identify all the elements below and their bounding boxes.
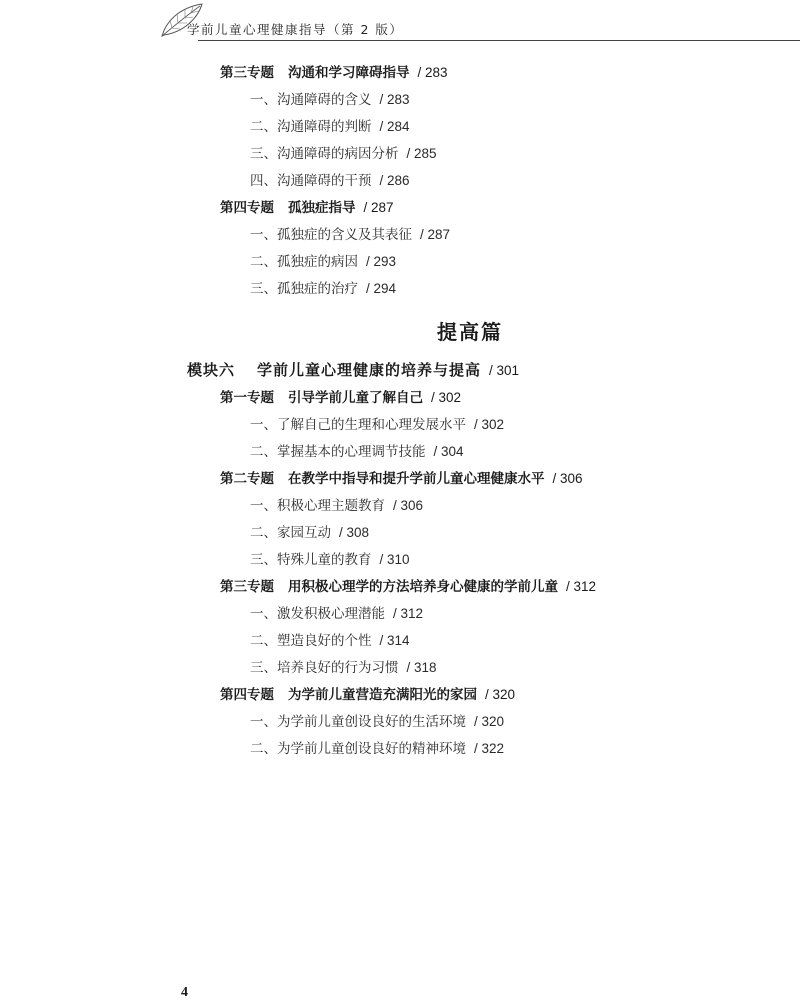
- section-title: 三、孤独症的治疗: [250, 281, 358, 297]
- page-ref: / 322: [474, 741, 505, 756]
- topic-label: 第一专题: [220, 390, 274, 406]
- toc-section-entry[interactable]: [250, 551, 410, 569]
- page-ref: / 283: [417, 65, 448, 80]
- topic-label: 第二专题: [220, 471, 274, 487]
- toc-topic-entry[interactable]: [220, 470, 583, 488]
- toc-section-entry[interactable]: [250, 416, 504, 434]
- toc-section-entry[interactable]: [250, 497, 423, 515]
- section-title: 二、沟通障碍的判断: [250, 119, 372, 135]
- section-title: 二、塑造良好的个性: [250, 633, 372, 649]
- topic-title: 引导学前儿童了解自己: [288, 390, 423, 406]
- page-ref: / 312: [393, 606, 424, 621]
- page-ref: / 293: [366, 254, 397, 269]
- topic-title: 在教学中指导和提升学前儿童心理健康水平: [288, 471, 545, 487]
- topic-title: 沟通和学习障碍指导: [288, 65, 410, 81]
- page-ref: / 285: [406, 146, 437, 161]
- toc-section-entry[interactable]: [250, 659, 437, 677]
- running-header: [0, 0, 800, 42]
- page-ref: / 318: [406, 660, 437, 675]
- section-title: 一、了解自己的生理和心理发展水平: [250, 417, 466, 433]
- page-ref: / 284: [379, 119, 410, 134]
- header-rule: [198, 40, 800, 41]
- page-ref: / 314: [379, 633, 410, 648]
- topic-title: 为学前儿童营造充满阳光的家园: [288, 687, 477, 703]
- toc-section-entry[interactable]: [250, 280, 396, 298]
- toc-topic-entry[interactable]: [220, 686, 515, 704]
- page-ref: / 310: [379, 552, 410, 567]
- toc-topic-entry[interactable]: [220, 199, 394, 217]
- page-ref: / 306: [393, 498, 424, 513]
- section-title: 三、特殊儿童的教育: [250, 552, 372, 568]
- toc-section-entry[interactable]: [250, 145, 437, 163]
- toc-section-entry[interactable]: [250, 740, 504, 758]
- toc-topic-entry[interactable]: [220, 389, 461, 407]
- toc-topic-entry[interactable]: [220, 578, 596, 596]
- page-ref: / 320: [474, 714, 505, 729]
- toc-section-entry[interactable]: [250, 605, 423, 623]
- section-title: 一、激发积极心理潜能: [250, 606, 385, 622]
- page-ref: / 283: [379, 92, 410, 107]
- toc-section-entry[interactable]: [250, 226, 450, 244]
- section-title: 二、孤独症的病因: [250, 254, 358, 270]
- toc-section-entry[interactable]: [250, 91, 410, 109]
- toc-section-entry[interactable]: [250, 524, 369, 542]
- page-ref: / 306: [552, 471, 583, 486]
- page-ref: / 304: [433, 444, 464, 459]
- section-title: 二、掌握基本的心理调节技能: [250, 444, 426, 460]
- toc-section-entry[interactable]: [250, 118, 410, 136]
- toc-module-entry[interactable]: [187, 361, 519, 380]
- section-title: 一、为学前儿童创设良好的生活环境: [250, 714, 466, 730]
- module-title: 学前儿童心理健康的培养与提高: [257, 361, 482, 379]
- topic-title: 用积极心理学的方法培养身心健康的学前儿童: [288, 579, 558, 595]
- section-title: 三、沟通障碍的病因分析: [250, 146, 399, 162]
- page-ref: / 287: [363, 200, 394, 215]
- topic-title: 孤独症指导: [288, 200, 356, 216]
- page-ref: / 286: [379, 173, 410, 188]
- page-ref: / 301: [489, 363, 520, 378]
- toc-topic-entry[interactable]: [220, 64, 448, 82]
- topic-label: 第四专题: [220, 687, 274, 703]
- toc-section-entry[interactable]: [250, 713, 504, 731]
- page-ref: / 294: [366, 281, 397, 296]
- book-title: 学前儿童心理健康指导（第 2 版）: [187, 22, 404, 37]
- toc-section-entry[interactable]: [250, 172, 410, 190]
- section-title: 一、孤独症的含义及其表征: [250, 227, 412, 243]
- toc-section-entry[interactable]: [250, 632, 410, 650]
- page-ref: / 287: [420, 227, 451, 242]
- page-ref: / 320: [485, 687, 516, 702]
- toc-section-entry[interactable]: [250, 443, 464, 461]
- topic-label: 第三专题: [220, 579, 274, 595]
- page-ref: / 302: [431, 390, 462, 405]
- page-ref: / 312: [566, 579, 597, 594]
- module-label: 模块六: [187, 361, 236, 379]
- page-ref: / 302: [474, 417, 505, 432]
- topic-label: 第三专题: [220, 65, 274, 81]
- section-title: 四、沟通障碍的干预: [250, 173, 372, 189]
- topic-label: 第四专题: [220, 200, 274, 216]
- part-title: 提高篇: [437, 320, 503, 344]
- section-title: 一、沟通障碍的含义: [250, 92, 372, 108]
- section-title: 三、培养良好的行为习惯: [250, 660, 399, 676]
- page-ref: / 308: [339, 525, 370, 540]
- toc-section-entry[interactable]: [250, 253, 396, 271]
- section-title: 一、积极心理主题教育: [250, 498, 385, 514]
- section-title: 二、家园互动: [250, 525, 331, 541]
- section-title: 二、为学前儿童创设良好的精神环境: [250, 741, 466, 757]
- page-number: 4: [181, 985, 188, 1000]
